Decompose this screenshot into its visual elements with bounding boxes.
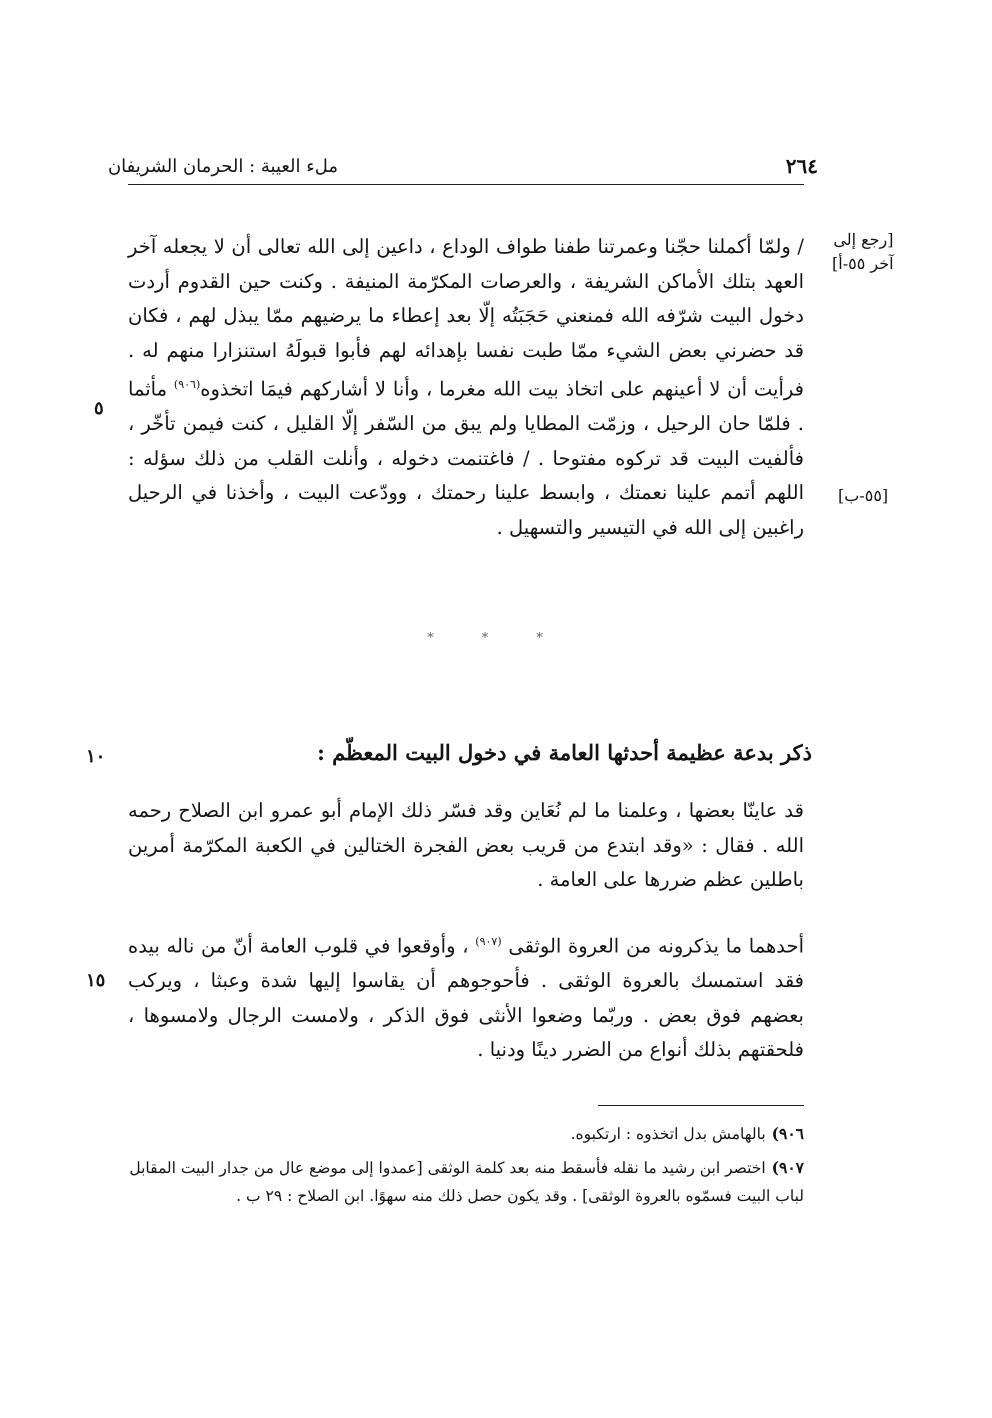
paragraph-text: مأثما . فلمّا حان الرحيل ، وزمّت المطايا ولم يبق من السّفر إلّا القليل ، كنت فيمن تأخّر ، فألفيت البيت قد تركوه مفتوحا . / فاغتنمت دخوله ، وأنلت القلب من ذلك سؤله : اللهم أتمم علينا نعمتك ، وابسط علينا رحمتك ، وودّعت البيت ، وأخذنا في الرحيل راغبين إلى الله في التيسير والتسهيل . (128, 377, 804, 539)
margin-note-line: [رجع إلى (833, 230, 894, 249)
footnote-reference[interactable]: (٩٠٧) (475, 935, 502, 948)
paragraph-text: أحدهما ما يذكرونه من العروة الوثقى (508, 934, 805, 958)
running-header-title: ملء العيبة : الحرمان الشريفان (107, 156, 338, 177)
paragraph-urwa (128, 925, 804, 1068)
page-number: ٢٦٤ (785, 154, 818, 178)
footnote-text: بالهامش بدل اتخذوه : ارتكبوه. (570, 1125, 766, 1143)
footnote-907 (128, 1154, 804, 1210)
paragraph-ibn-salah: قد عاينّا بعضها ، وعلمنا ما لم نُعَاين وقد فسّر ذلك الإمام أبو عمرو ابن الصلاح رحمه الله . فقال : «وقد ابتدع من قريب بعض الفجرة الختالين في الكعبة المكرّمة أمرين باطلين عظم ضررها على العامة . (128, 799, 804, 891)
footnote-906 (128, 1120, 804, 1148)
line-number-10: ١٠ (86, 746, 106, 767)
margin-note-line: آخر ٥٥-أ] (832, 254, 894, 273)
footnote-number: ٩٠٧) (771, 1158, 804, 1177)
line-number-15: ١٥ (86, 970, 106, 991)
margin-note-line: [٥٥-ب] (838, 486, 889, 505)
footnote-number: ٩٠٦) (771, 1124, 804, 1143)
header-rule (128, 184, 804, 185)
paragraph-text: ، وأوقعوا في قلوب العامة أنّ من ناله بيده فقد استمسك بالعروة الوثقى . فأحوجوهم أن يقاسوا إليها شدة وعبثا ، ويركب بعضهم فوق بعض . وربّما وضعوا الأنثى فوق الذكر ، ولامست الرجال ولامسوها ، فلحقتهم بذلك أنواع من الضرر دينًا ودنيا . (128, 934, 804, 1061)
footnote-rule (598, 1105, 804, 1106)
paragraph-text: / ولمّا أكملنا حجّنا وعمرتنا طفنا طواف الوداع ، داعين إلى الله تعالى أن لا يجعله آخر العهد بتلك الأماكن الشريفة ، والعرصات المكرّمة المنيفة . وكنت حين القدوم أردت دخول البيت شرّفه الله فمنعني حَجَبَتُه إلّا بعد إعطاء ما يرضيهم ممّا يبذل لهم ، فكان قد حضرني بعض الشيء ممّا طبت نفسا بإهدائه لهم فأبوا قبولَهُ استنزارا منهم له . فرأيت أن لا أعينهم على اتخاذ بيت الله مغرما ، وأنا لا أشاركهم فيمَا اتخذوه (128, 235, 804, 401)
section-separator: * * * (427, 631, 565, 646)
line-number-5: ٥ (94, 398, 104, 419)
margin-note-return (832, 228, 894, 276)
footnote-reference[interactable]: (٩٠٦) (173, 378, 201, 391)
paragraph-farewell (128, 230, 804, 545)
footnote-text: اختصر ابن رشيد ما نقله فأسقط منه بعد كلمة الوثقى [عمدوا إلى موضع عال من جدار البيت المقابل لباب البيت فسمّوه بالعروة الوثقى] . وقد يكون حصل ذلك منه سهوًا. ابن الصلاح : ٢٩ ب . (129, 1159, 804, 1205)
margin-note-folio (838, 484, 888, 508)
section-heading: ذكر بدعة عظيمة أحدثها العامة في دخول البيت المعظّم : (317, 740, 812, 765)
